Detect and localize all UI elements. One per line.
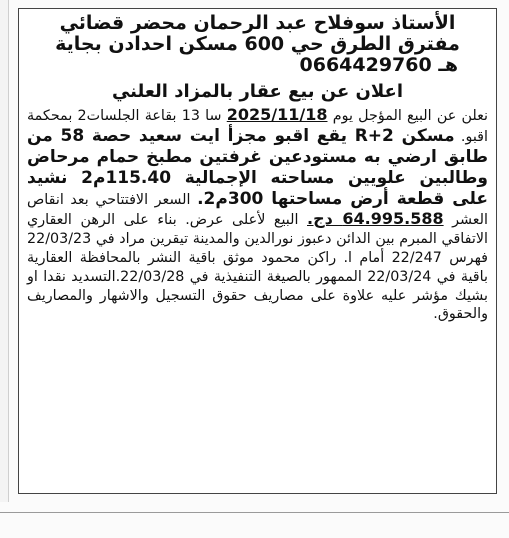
adjacent-column-edge [0, 0, 9, 502]
auction-notice [18, 8, 497, 494]
body-session: سا 13 بقاعة الجلسات2 بمحكمة اقبو. [27, 108, 488, 145]
body-price-label: السعر الافتتاحي بعد انقاص العشر [27, 191, 489, 228]
bailiff-address: مفترق الطرق حي 600 مسكن احدادن بجاية [55, 33, 460, 55]
phone-prefix: هـ [438, 54, 458, 76]
notice-body [27, 106, 488, 324]
bailiff-phone [27, 55, 488, 76]
body-intro: نعلن عن البيع المؤجل يوم [327, 108, 488, 124]
phone-number: 0664429760 [299, 54, 432, 76]
bailiff-name: الأستاذ سوفلاح عبد الرحمان محضر قضائي [59, 12, 456, 34]
page-divider [0, 512, 509, 513]
notice-title: اعلان عن بيع عقار بالمزاد العلني [111, 81, 404, 102]
sale-date: 2025/11/18 [226, 105, 328, 124]
opening-price: 64.995.588 دج. [307, 208, 444, 228]
body-legal-text: البيع لأعلى عرض. بناء على الرهن العقاري الاتفاقي المبرم بين الدائن دعبوز نورالدين والمدينة تيقرين مراد في 22/03/23 فهرس 22/247 أمام ا. راكن محمود موثق باقية النشر بالمحافظة العقارية باقية في 22/03/24 الممهور بالصيغة التنفيذية في 22/03/28.التسديد نقدا او بشيك مؤشر عليه علاوة على مصاريف حقوق التسجيل والاشهار والمصاريف والحقوق. [27, 211, 488, 323]
property-description: مسكن R+2 يقع اقبو مجزأ ايت سعيد حصة 58 من طابق ارضي به مستودعين غرفتين مطبخ حمام مرحاض وطالبين علويين مساحته الإجمالية 115.40م2 نشيد على قطعة أرض مساحتها 300م2. [27, 125, 488, 209]
